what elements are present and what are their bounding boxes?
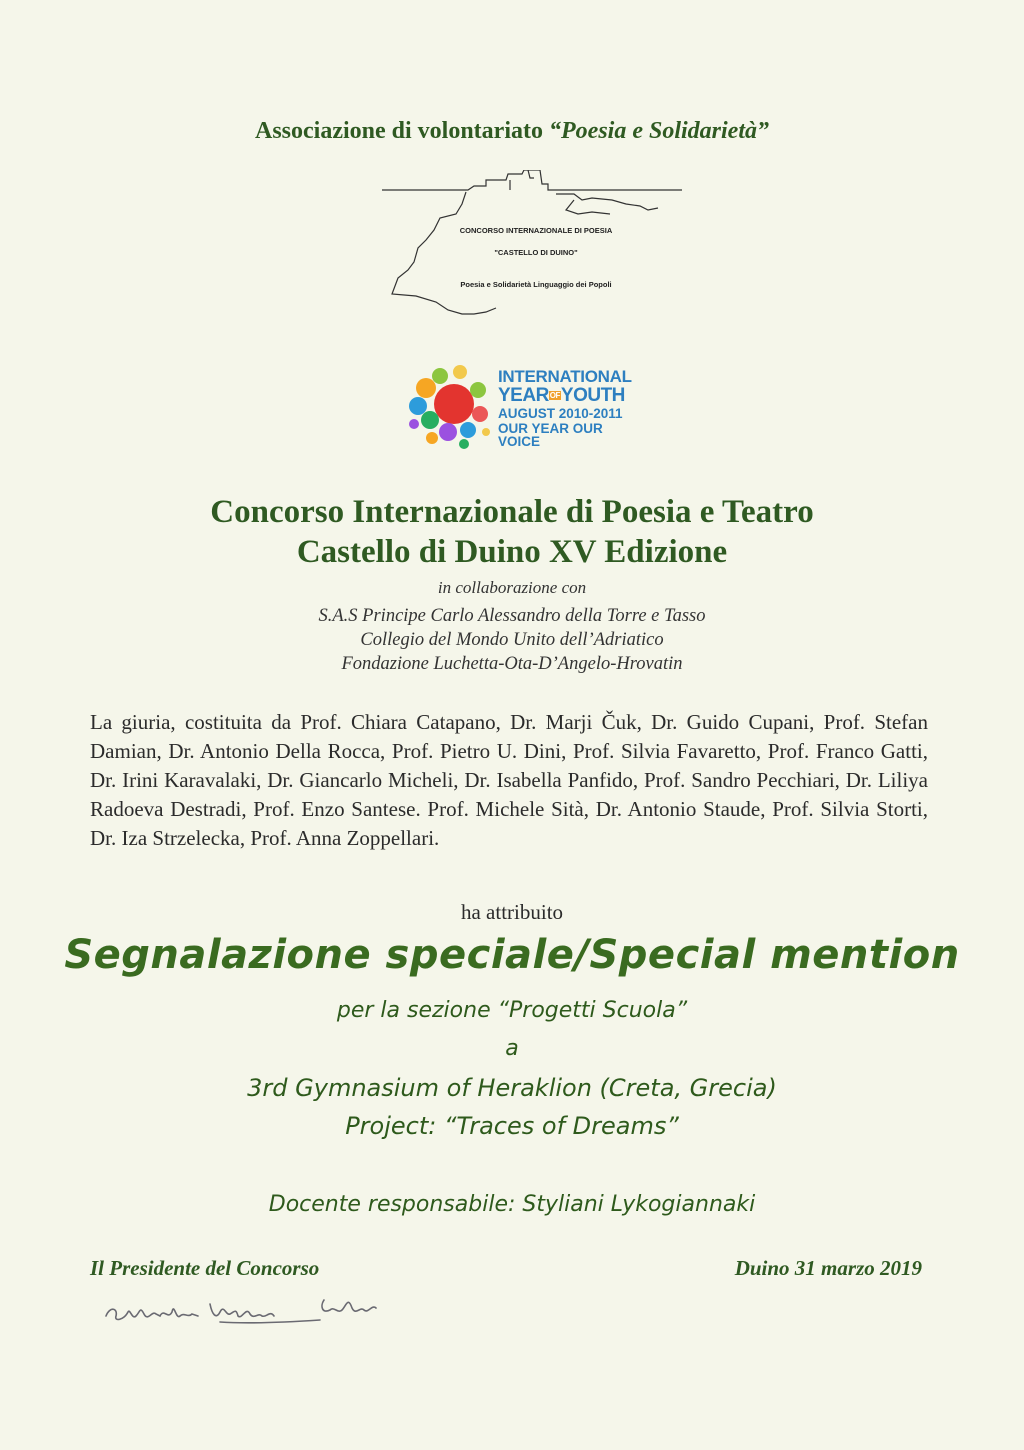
castle-outline-icon bbox=[378, 170, 694, 320]
president-label: Il Presidente del Concorso bbox=[90, 1256, 320, 1280]
contest-title-line1: Concorso Internazionale di Poesia e Teatro bbox=[210, 494, 814, 530]
place-date: Duino 31 marzo 2019 bbox=[734, 1256, 922, 1280]
youth-logo-line1: INTERNATIONAL bbox=[498, 367, 632, 386]
president-signature bbox=[100, 1286, 400, 1336]
youth-logo-text bbox=[498, 368, 644, 449]
association-header bbox=[0, 118, 1024, 145]
award-to-label: a bbox=[505, 1036, 519, 1061]
international-year-of-youth-logo bbox=[404, 362, 644, 452]
partner-item: S.A.S Principe Carlo Alessandro della Torre e Tasso bbox=[318, 606, 706, 626]
awarded-label: ha attribuito bbox=[460, 900, 564, 924]
partner-item: Fondazione Luchetta-Ota-D’Angelo-Hrovatin bbox=[341, 654, 683, 674]
partner-item: Collegio del Mondo Unito dell’Adriatico bbox=[360, 630, 664, 650]
castle-logo-line2: "CASTELLO DI DUINO" bbox=[494, 248, 578, 257]
jury-paragraph: La giuria, costituita da Prof. Chiara Catapano, Dr. Marji Čuk, Dr. Guido Cupani, Prof. Stefan Damian, Dr. Antonio Della Rocca, Prof. Pietro U. Dini, Prof. Silvia Favaretto, Prof. Franco Gatti, Dr. Irini Karavalaki, Dr. Giancarlo Micheli, Dr. Isabella Panfido, Prof. Sandro Pecchiari, Dr. Liliya Radoeva Destradi, Prof. Enzo Santese. Prof. Michele Sità, Dr. Antonio Staude, Prof. Silvia Storti, Dr. Iza Strzelecka, Prof. Anna Zoppellari. bbox=[90, 710, 928, 850]
association-name: “Poesia e Solidarietà” bbox=[549, 118, 769, 144]
award-school: 3rd Gymnasium of Heraklion (Creta, Grecia) bbox=[247, 1074, 777, 1102]
castle-logo-line3: Poesia e Solidarietà Linguaggio dei Popoli bbox=[460, 280, 612, 289]
partners-list bbox=[0, 604, 1024, 676]
youth-bubbles-icon bbox=[404, 362, 494, 452]
youth-logo-line4: OUR YEAR OUR VOICE bbox=[498, 420, 603, 449]
award-project: Project: “Traces of Dreams” bbox=[345, 1112, 679, 1140]
award-teacher: Docente responsabile: Styliani Lykogiannaki bbox=[268, 1192, 756, 1217]
youth-logo-line3: AUGUST 2010-2011 bbox=[498, 406, 623, 421]
contest-title bbox=[0, 492, 1024, 572]
association-prefix: Associazione di volontariato bbox=[255, 118, 543, 144]
special-mention-title: Segnalazione speciale/Special mention bbox=[64, 932, 960, 978]
collaboration-label: in collaborazione con bbox=[437, 578, 587, 597]
contest-title-line2: Castello di Duino XV Edizione bbox=[296, 534, 728, 570]
castle-duino-logo bbox=[378, 170, 694, 320]
award-section: per la sezione “Progetti Scuola” bbox=[336, 998, 688, 1023]
castle-logo-line1: CONCORSO INTERNAZIONALE DI POESIA bbox=[459, 226, 613, 235]
youth-logo-line2: YEAROFYOUTH bbox=[498, 385, 625, 406]
